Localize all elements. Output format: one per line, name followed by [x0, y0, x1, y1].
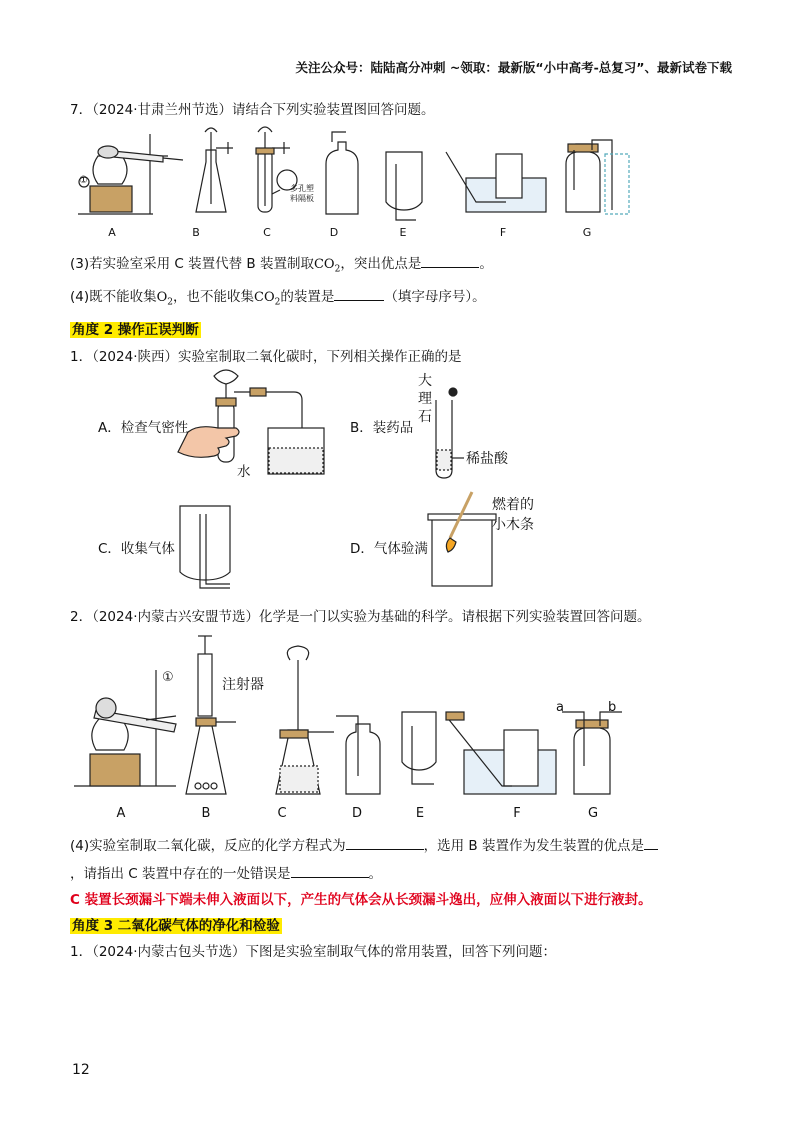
q7-part4-blank[interactable] [334, 288, 384, 301]
q2-label-a: A [116, 806, 126, 821]
angle3-heading-text: 角度 3 二氧化碳气体的净化和检验 [72, 918, 280, 934]
q7-label-d: D [329, 226, 339, 239]
angle2-q1: 1．（2024·陕西）实验室制取二氧化碳时，下列相关操作正确的是 [70, 349, 462, 365]
q2-label-g: G [587, 806, 599, 821]
page-number: 12 [72, 1062, 90, 1078]
q2-circle-1: ① [162, 670, 174, 685]
q2-part4-mid: ，选用 B 装置作为发生装置的优点是 [423, 838, 644, 854]
co2-text-2: CO [254, 290, 275, 305]
co2-formula [313, 257, 341, 275]
angle2-heading-text: 角度 2 操作正误判断 [72, 322, 199, 338]
port-b-label: b [608, 700, 617, 715]
stick-label-1: 燃着的 [492, 497, 534, 513]
advantage-blank[interactable] [644, 837, 658, 850]
option-d-figure [428, 490, 498, 590]
q7-part4-pre: (4)既不能收集 [70, 289, 157, 305]
q7-part3-post: ，突出优点是 [340, 256, 422, 272]
q7-part3-pre: (3)若实验室采用 C 装置代替 B 装置制取 [70, 256, 314, 272]
option-c-figure [176, 500, 240, 596]
option-a-figure [188, 362, 338, 480]
port-a-label: a [556, 700, 564, 715]
syringe-label: 注射器 [222, 677, 264, 693]
o2-text: O [156, 290, 168, 305]
option-b: B．装药品 [350, 420, 414, 436]
marble-label-2: 理 [418, 391, 432, 407]
co2-sub-2: 2 [274, 297, 281, 308]
q2-part4-line2 [70, 862, 382, 882]
q7-label-e: E [399, 226, 407, 239]
q2-label-c: C [277, 806, 287, 821]
option-c: C．收集气体 [98, 541, 175, 557]
q2-label-d: D [351, 806, 362, 821]
q7-part4-mid: ，也不能收集 [173, 289, 255, 305]
q7-plate-text-1: 多孔塑 [290, 184, 314, 193]
hcl-label: 稀盐酸 [466, 451, 508, 467]
q7-label-b: B [192, 226, 200, 239]
q2-answer: C 装置长颈漏斗下端未伸入液面以下，产生的气体会从长颈漏斗逸出，应伸入液面以下进行液封。 [70, 892, 652, 908]
error-blank[interactable] [291, 865, 369, 878]
q7-part3-blank[interactable] [421, 255, 479, 268]
q7-part4-post: 的装置是 [280, 289, 335, 305]
angle2-heading [70, 318, 201, 338]
q7-label-f: F [499, 226, 507, 239]
q7-part4-end: （填字母序号）。 [384, 289, 486, 305]
co2-sub: 2 [334, 264, 341, 275]
q7-circle-1: ① [79, 175, 88, 186]
q2-part4-pre: (4)实验室制取二氧化碳，反应的化学方程式为 [70, 838, 346, 854]
q7-label-g: G [582, 226, 592, 239]
q2-label-f: F [513, 806, 521, 821]
option-a: A．检查气密性 [98, 420, 189, 436]
stick-label-2: 小木条 [492, 517, 534, 533]
q7-title: 7．（2024·甘肃兰州节选）请结合下列实验装置图回答问题。 [70, 102, 435, 118]
water-label: 水 [237, 464, 251, 480]
o2-sub: 2 [167, 297, 174, 308]
q2-apparatus-figure [66, 630, 666, 810]
option-d: D．气体验满 [350, 541, 428, 557]
q2-part4-line1 [70, 834, 658, 854]
o2-formula [156, 290, 174, 308]
angle3-q1: 1．（2024·内蒙古包头节选）下图是实验室制取气体的常用装置，回答下列问题： [70, 944, 556, 960]
co2-formula-2 [254, 290, 281, 308]
q7-apparatus-figure [68, 124, 638, 220]
co2-text: CO [313, 257, 335, 272]
page-header: 关注公众号：陆陆高分冲刺 ~领取：最新版“小中高考-总复习”、最新试卷下载 [295, 60, 732, 75]
q7-plate-text-2: 料隔板 [290, 194, 314, 203]
q7-part4 [70, 285, 486, 308]
q7-label-a: A [108, 226, 116, 239]
angle3-heading [70, 914, 282, 934]
q7-part3-end: 。 [479, 256, 493, 272]
q7-part3 [70, 252, 493, 275]
q7-label-c: C [263, 226, 271, 239]
marble-label-1: 大 [418, 373, 432, 389]
q2-label-e: E [415, 806, 425, 821]
q2-part4-line2-end: 。 [368, 866, 383, 882]
q2-title: 2．（2024·内蒙古兴安盟节选）化学是一门以实验为基础的科学。请根据下列实验装置回答问题。 [70, 609, 651, 625]
q2-part4-line2-pre: ，请指出 C 装置中存在的一处错误是 [70, 866, 291, 882]
equation-blank[interactable] [346, 837, 424, 850]
marble-label-3: 石 [418, 409, 432, 425]
q2-label-b: B [201, 806, 211, 821]
